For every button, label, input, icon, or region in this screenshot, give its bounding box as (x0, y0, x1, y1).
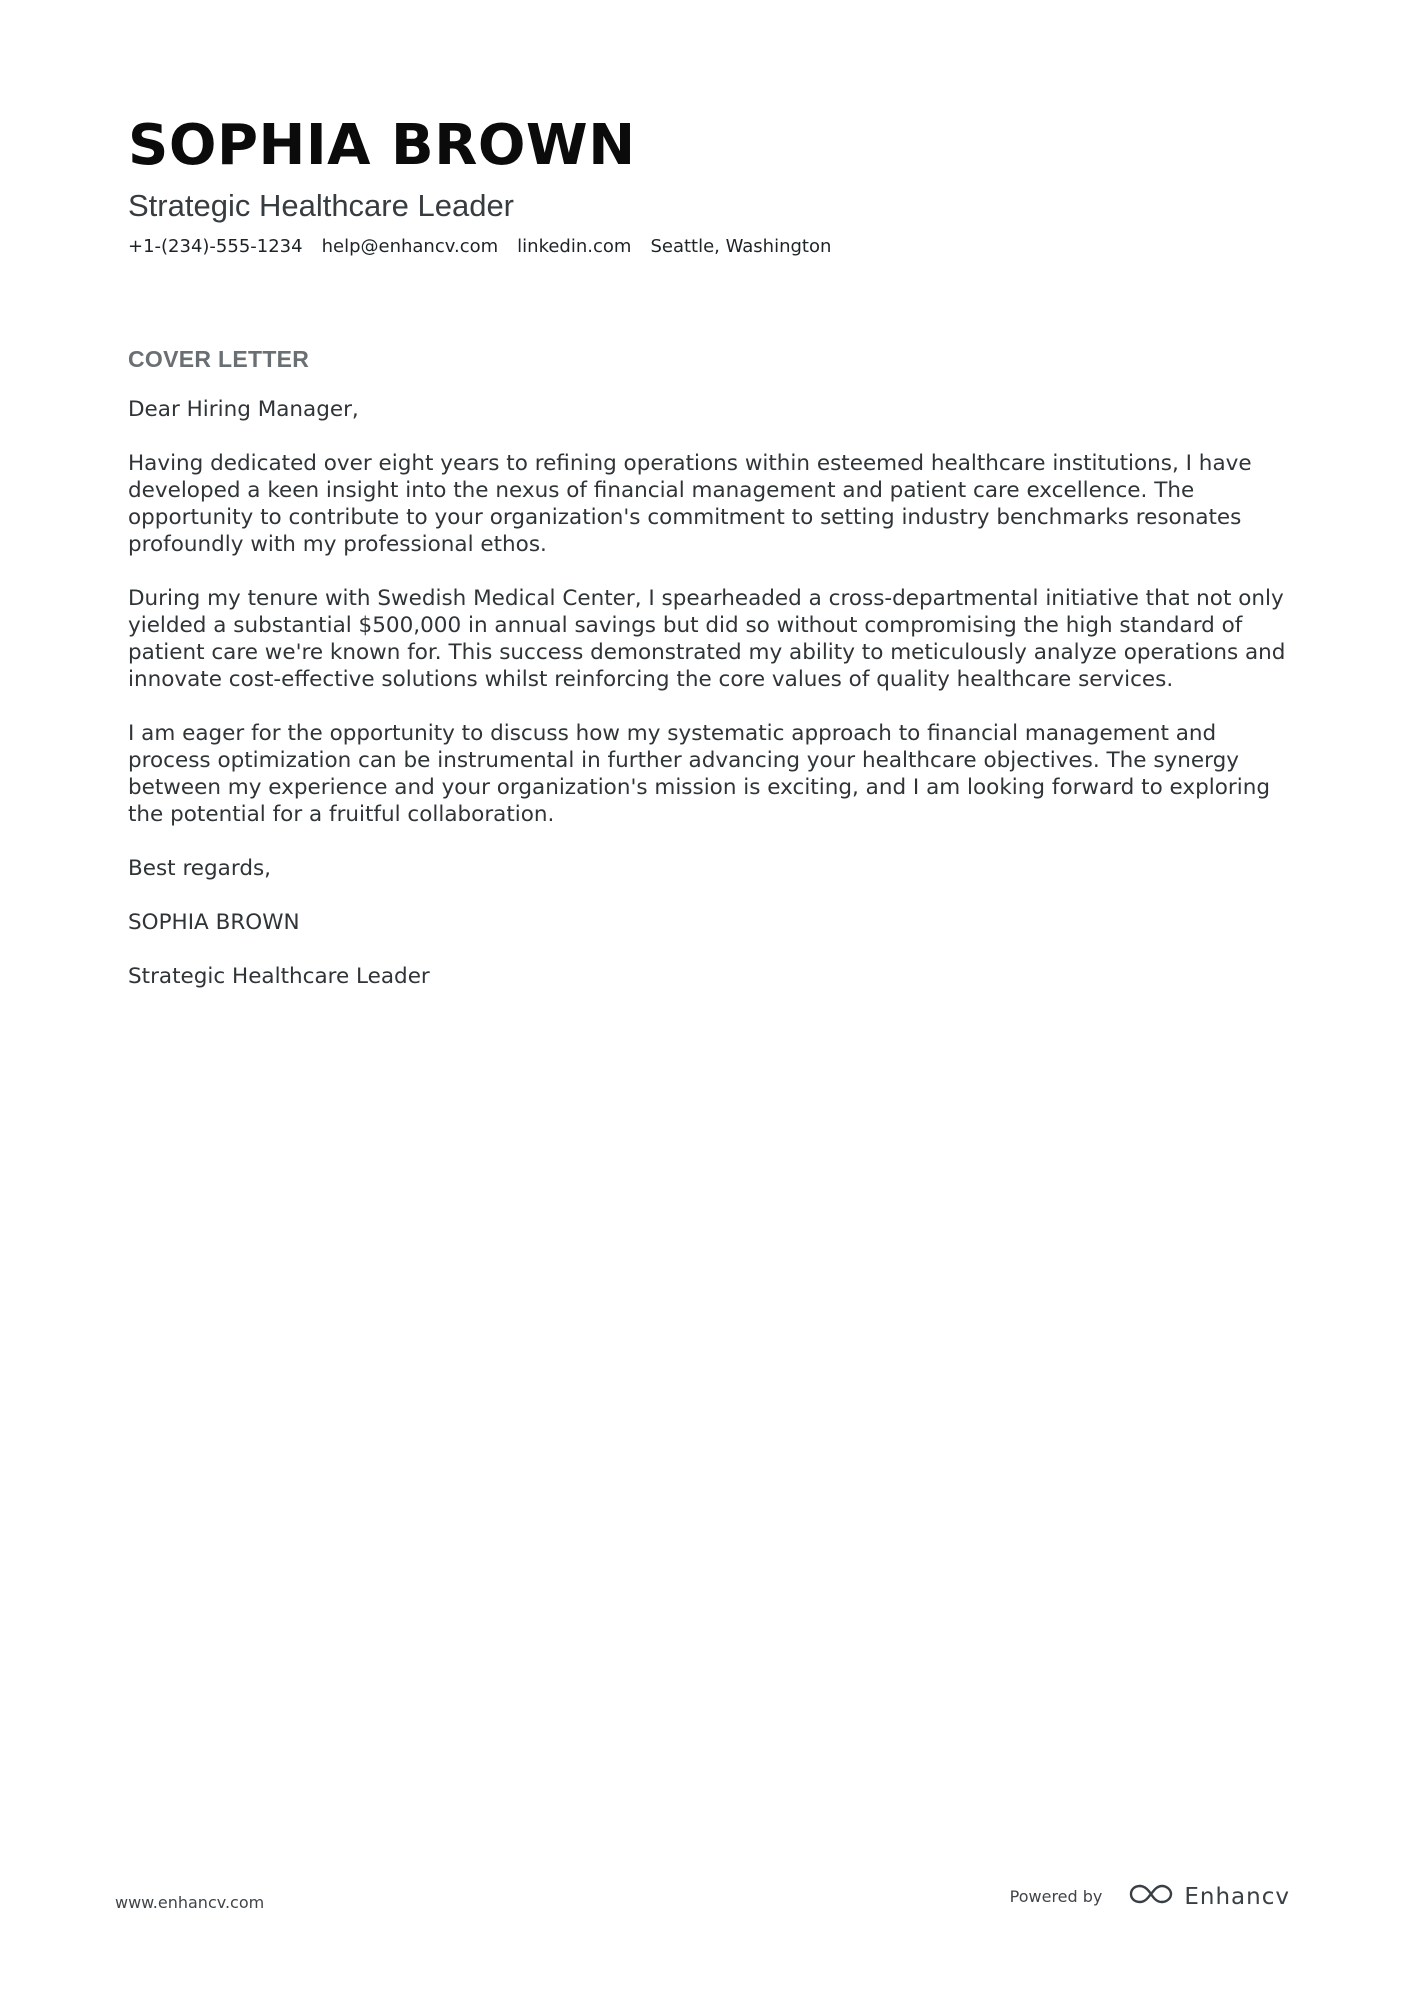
powered-by-label: Powered by (1009, 1887, 1103, 1906)
section-title: COVER LETTER (128, 346, 310, 372)
location: Seattle, Washington (650, 236, 832, 257)
phone-number: +1-(234)-555-1234 (128, 236, 303, 257)
paragraph-1: Having dedicated over eight years to refining operations within esteemed healthcare institutions, I have developed a keen insight into the nexus of financial management and patient care excellence. The opportunity to contribute to your organization's commitment to setting industry benchmarks resonates profoundly with my professional ethos. (128, 451, 1252, 557)
brand-name: Enhancv (1184, 1883, 1290, 1910)
paragraph-2: During my tenure with Swedish Medical Center, I spearheaded a cross-departmental initiative that not only yielded a substantial $500,000 in annual savings but did so without compromising the high standard of patient care we're known for. This success demonstrated my ability to meticulously analyze operations and innovate cost-effective solutions whilst reinforcing the core values of quality healthcare services. (128, 586, 1286, 692)
salutation: Dear Hiring Manager, (128, 397, 359, 422)
closing: Best regards, (128, 856, 272, 881)
footer-branding (1010, 1882, 1290, 1911)
enhancv-logo-icon (1128, 1882, 1174, 1911)
signature-name: SOPHIA BROWN (128, 910, 300, 935)
footer-website[interactable]: www.enhancv.com (115, 1893, 265, 1912)
applicant-title: Strategic Healthcare Leader (128, 188, 515, 223)
linkedin-link[interactable]: linkedin.com (517, 236, 632, 257)
applicant-name: SOPHIA BROWN (128, 113, 636, 178)
contact-line (128, 234, 1288, 260)
email-address[interactable]: help@enhancv.com (321, 236, 499, 257)
letter-body (128, 344, 1298, 1017)
brand-logo[interactable] (1128, 1882, 1290, 1911)
header (128, 112, 1288, 260)
paragraph-3: I am eager for the opportunity to discuss how my systematic approach to financial management and process optimization can be instrumental in further advancing your healthcare objectives. The synergy between my experience and your organization's mission is exciting, and I am looking forward to exploring the potential for a fruitful collaboration. (128, 721, 1270, 827)
signature-title: Strategic Healthcare Leader (128, 964, 430, 989)
